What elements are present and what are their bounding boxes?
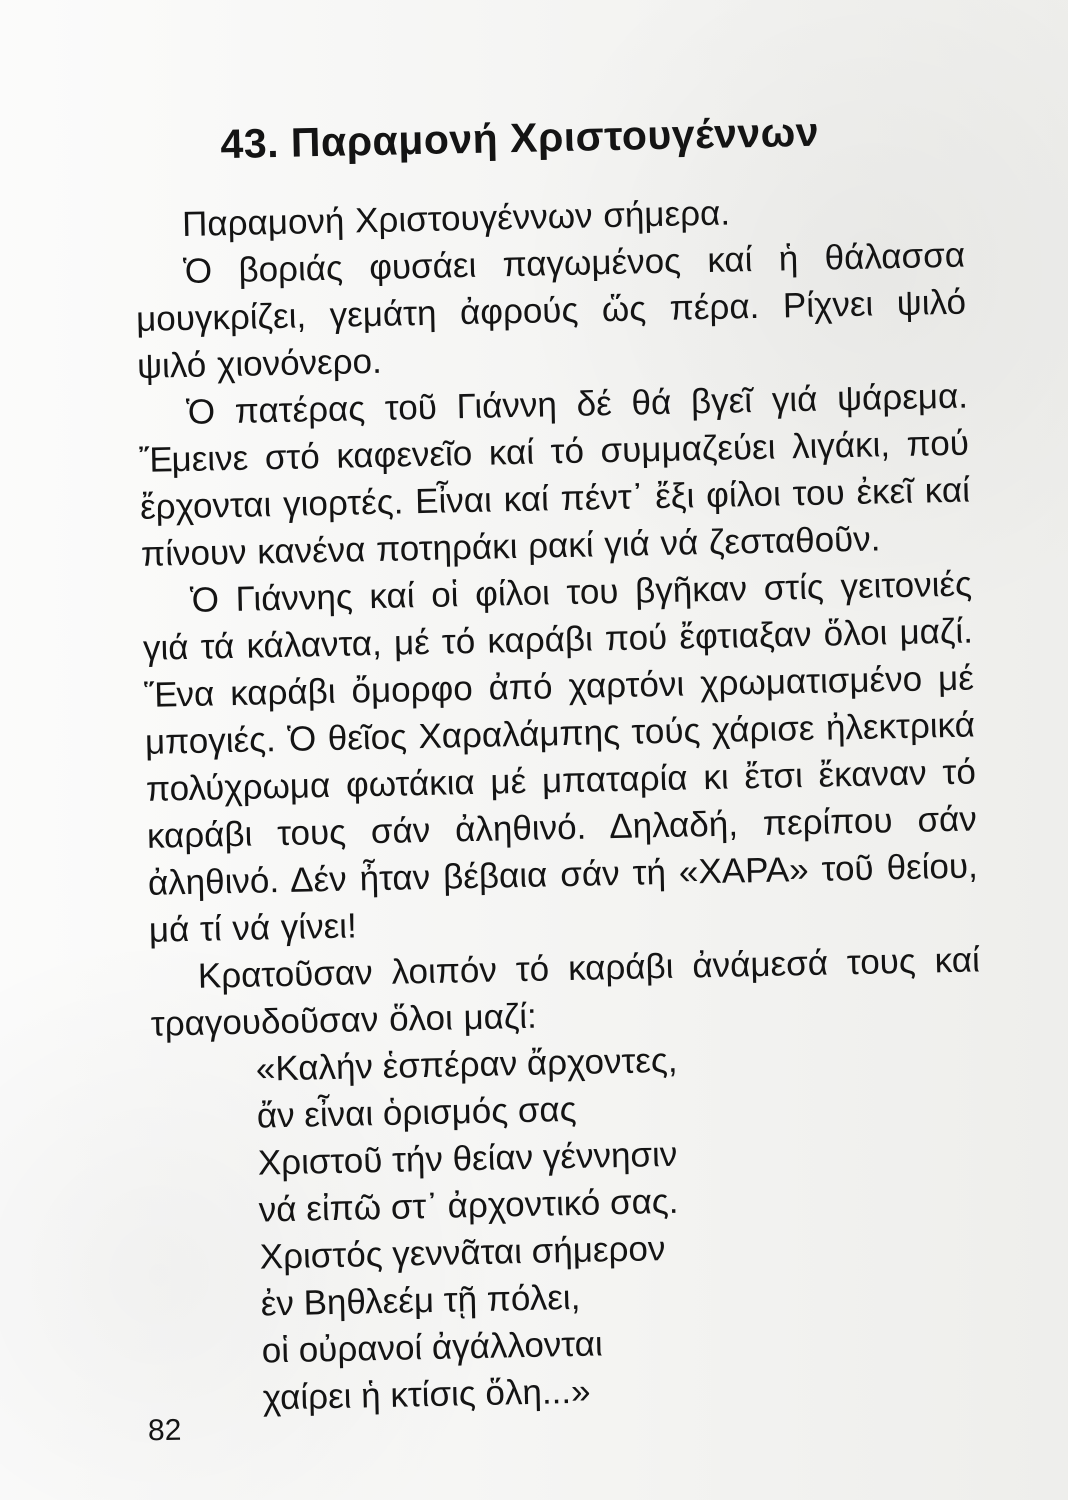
poem-line: χαίρει ἡ κτίσις ὅλη...» — [262, 1371, 591, 1418]
paragraph-father: Ὁ πατέρας τοῦ Γιάννη δέ θά βγεῖ γιά ψάρεμα. Ἔμεινε στό καφενεῖο καί τό συμμαζεύει λιγάκι, πού ἔρχονται γιορτές. Εἶναι καί πέντ᾽ ἔξι φίλοι του ἐκεῖ καί πίνουν κανένα ποτηράκι ρακί γιά νά ζεσταθοῦν. — [138, 376, 971, 574]
paragraph-carols: Ὁ Γιάννης καί οἱ φίλοι του βγῆκαν στίς γειτονιές γιά τά κάλαντα, μέ τό καράβι πού ἔφτιαξαν ὅλοι μαζί. Ἕνα καράβι ὄμορφο ἀπό χαρτόνι χρωματισμένο μέ μπογιές. Ὁ θεῖος Χαραλάμπης τούς χάρισε ἠλεκτρικά πολύχρωμα φωτάκια μέ μπαταρία κι ἔτσι ἔκαναν τό καράβι τους σάν ἀληθινό. Δηλαδή, περίπου σάν ἀληθινό. Δέν ἦταν βέβαια σάν τή «ΧΑΡΑ» τοῦ θείου, μά τί νά γίνει! — [142, 564, 979, 950]
poem-line: Χριστός γεννᾶται σήμερον — [259, 1229, 666, 1277]
poem-line: οἱ οὐρανοί ἀγάλλονται — [261, 1324, 604, 1371]
poem-line: νά εἰπῶ στ᾽ ἀρχοντικό σας. — [258, 1181, 679, 1230]
poem-line: Χριστοῦ τήν θείαν γέννησιν — [257, 1134, 678, 1183]
poem-line: «Καλήν ἑσπέραν ἄρχοντες, — [255, 1040, 678, 1089]
page-content — [132, 105, 989, 1424]
chapter-title: 43. Παραμονή Χριστουγέννων — [220, 108, 820, 168]
paragraph-opening: Παραμονή Χριστουγέννων σήμερα. — [181, 193, 731, 244]
paragraph-singing: Κρατοῦσαν λοιπόν τό καράβι ἀνάμεσά τους καί τραγουδοῦσαν ὅλοι μαζί: — [150, 940, 981, 1044]
poem-line: ἐν Βηθλεέμ τῇ πόλει, — [260, 1277, 581, 1324]
poem-line: ἄν εἶναι ὁρισμός σας — [256, 1089, 577, 1136]
paragraph-weather: Ὁ βοριάς φυσάει παγωμένος καί ἡ θάλασσα μουγκρίζει, γεμάτη ἀφρούς ὥς πέρα. Ρίχνει ψιλό ψιλό χιονόνερο. — [135, 235, 967, 386]
carol-poem — [255, 1030, 989, 1421]
page-number: 82 — [147, 1413, 182, 1448]
